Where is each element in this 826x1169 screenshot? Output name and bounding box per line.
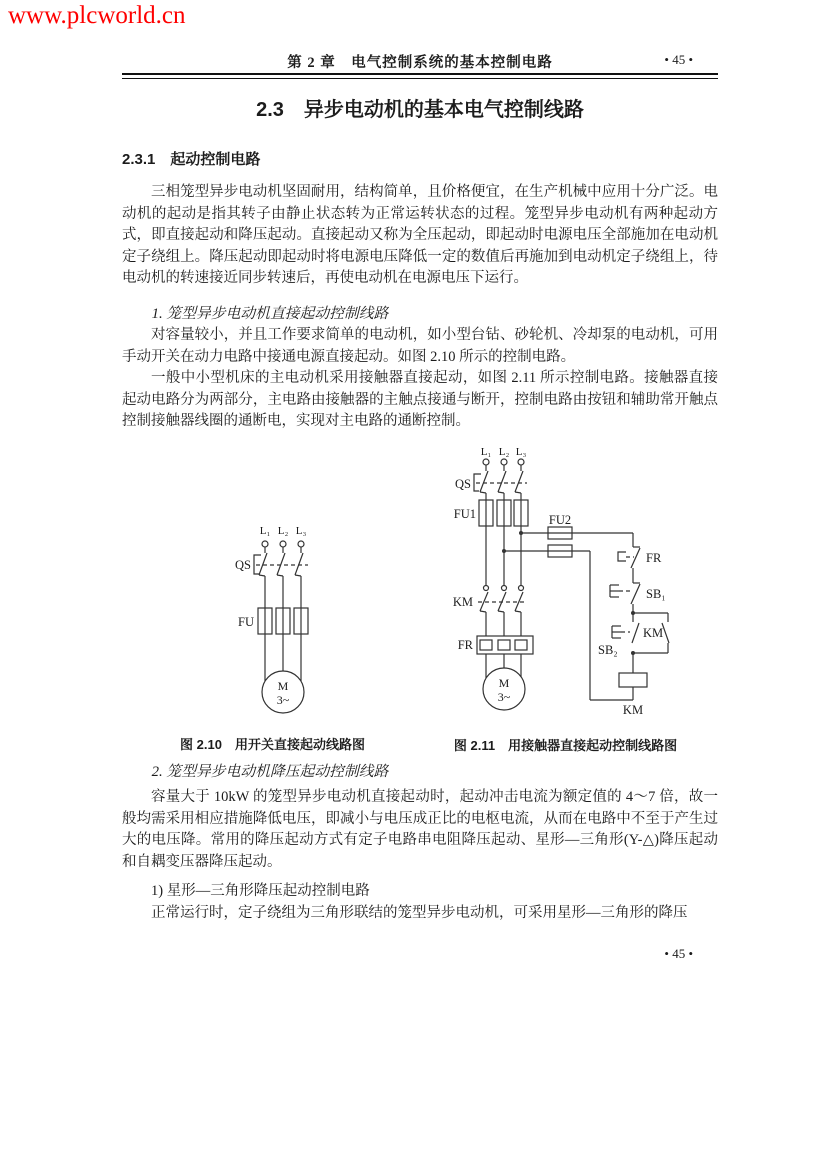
fr-release-icon [618, 552, 626, 561]
fuse-fu1-symbol [479, 493, 528, 526]
terminal-label-l1: L₁ [480, 446, 492, 458]
header-page-number: • 45 • [664, 52, 693, 67]
qs-switch-symbol [254, 541, 308, 576]
fu-label: FU [238, 615, 254, 629]
paragraph-reduced-voltage: 容量大于 10kW 的笼型异步电动机直接起动时，起动冲击电流为额定值的 4～7 倍，故一般均需采用相应措施降低电压，即减小与电压成正比的电枢电流，从而在电路中不至于产生过大的电压降。常用的降压起动方式有定子电路串电阻降压起动、星形—三角形(Y-△)降压起动和自耦变压器降压起动。 [122, 789, 718, 870]
sb1-label: SB₁ [646, 587, 666, 601]
heading-reduced-voltage: 2. 笼型异步电动机降压起动控制线路 [151, 764, 389, 780]
motor-symbol [483, 668, 525, 710]
figure-2-11-diagram [440, 440, 690, 722]
chapter-heading: 第 2 章 电气控制系统的基本控制电路 [287, 55, 553, 71]
motor-phase: 3~ [497, 690, 511, 704]
km-main-label: KM [452, 595, 473, 609]
km-main-contacts-symbol [478, 586, 527, 637]
fu2-label: FU2 [548, 513, 572, 527]
qs-label: QS [235, 558, 251, 572]
fuse-fu2-symbol [504, 527, 633, 700]
paragraph-intro: 三相笼型异步电动机坚固耐用，结构简单，且价格便宜，在生产机械中应用十分广泛。电动机的起动是指其转子由静止状态转为正常运转状态的过程。笼型异步电动机有两种起动方式，即直接起动和降压起动。直接起动又称为全压起动，即起动时电源电压全部施加在电动机定子绕组上。降压起动即起动时将电源电压降低一定的数值后再施加到电动机定子绕组上，待电动机的转速接近同步转速后，再使电动机在电源电压下运行。 [122, 184, 718, 286]
heading-direct-start: 1. 笼型异步电动机直接起动控制线路 [151, 306, 389, 322]
subsection-heading: 2.3.1 起动控制电路 [122, 151, 261, 168]
heading-star-delta: 1) 星形—三角形降压起动控制电路 [151, 883, 370, 899]
motor-letter: M [498, 676, 510, 690]
terminal-label-l3: L₃ [515, 446, 527, 458]
phase-wires [265, 576, 301, 608]
km-coil-label: KM [622, 703, 644, 717]
phase-wires [486, 526, 523, 586]
terminal-label-l1: L₁ [259, 525, 271, 537]
footer-page-number: • 45 • [664, 946, 693, 961]
section-title: 2.3 异步电动机的基本电气控制线路 [256, 99, 584, 121]
terminal-label-l3: L₃ [295, 525, 307, 537]
sb1-stop-button-symbol [610, 583, 640, 613]
km-coil-symbol [619, 651, 647, 700]
terminal-label-l2: L₂ [498, 446, 510, 458]
paragraph-star-delta: 正常运行时，定子绕组为三角形联结的笼型异步电动机，可采用星形—三角形的降压 [151, 905, 688, 921]
header-rule [122, 73, 718, 79]
watermark: www.plcworld.cn [8, 2, 186, 29]
fuse-fu-symbol [258, 608, 308, 634]
paragraph-small-motor: 对容量较小，并且工作要求简单的电动机，如小型台钻、砂轮机、冷却泵的电动机，可用手动开关在动力电路中接通电源直接起动。如图 2.10 所示的控制电路。 [122, 327, 718, 365]
figure-2-11-caption: 图 2.11 用接触器直接起动控制线路图 [453, 738, 678, 753]
figure-2-10-diagram [220, 520, 350, 725]
fr-element-label: FR [457, 638, 473, 652]
motor-letter: M [277, 679, 289, 693]
fr-contact-symbol [618, 547, 640, 583]
paragraph-contactor: 一般中小型机床的主电动机采用接触器直接起动，如图 2.11 所示控制电路。接触器直接起动电路分为两部分，主电路由接触器的主触点接通与断开，控制电路由按钮和辅助常开触点控制接触器线圈的通断电，实现对主电路的通断控制。 [122, 370, 718, 429]
fr-contact-label: FR [646, 551, 662, 565]
qs-switch-symbol [474, 459, 527, 493]
motor-symbol [262, 671, 304, 713]
figure-2-10-caption: 图 2.10 用开关直接起动线路图 [180, 737, 365, 752]
terminal-label-l2: L₂ [277, 525, 289, 537]
motor-phase: 3~ [276, 693, 290, 707]
qs-label: QS [455, 477, 471, 491]
fu1-label: FU1 [453, 507, 476, 521]
km-aux-label: KM [643, 626, 664, 640]
sb2-label: SB₂ [598, 643, 618, 657]
